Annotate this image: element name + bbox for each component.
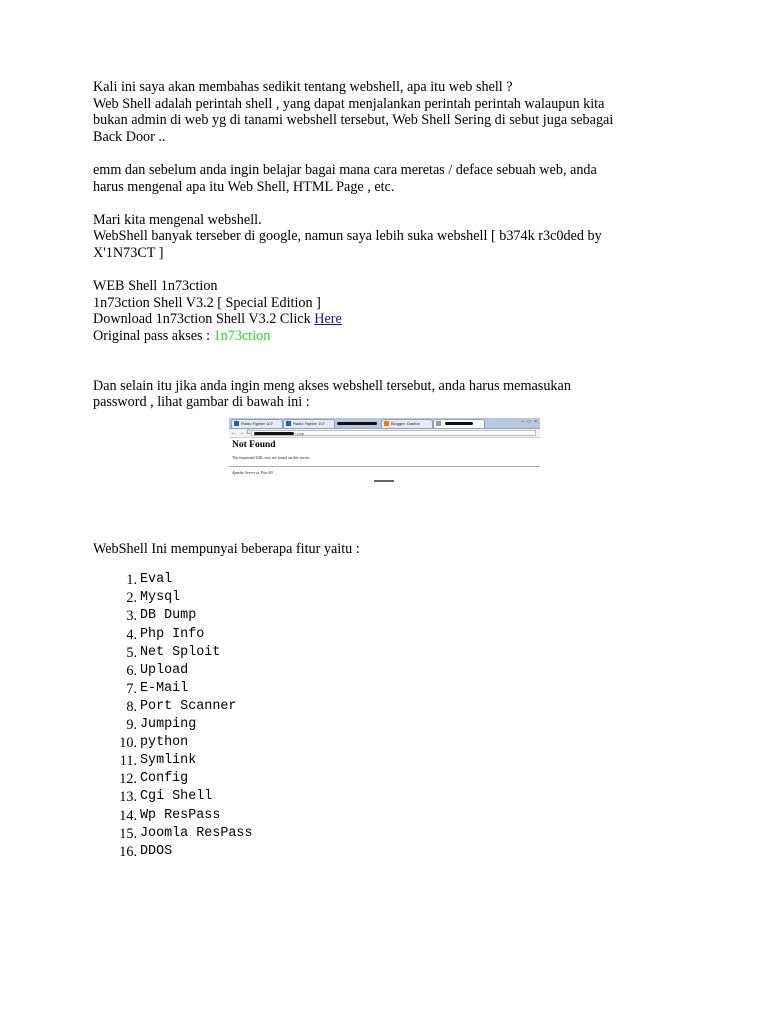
browser-screenshot	[229, 418, 540, 488]
download-text: Download 1n73ction Shell V3.2 Click	[93, 311, 315, 328]
feature-number: 6.	[126, 662, 137, 679]
feature-item	[93, 571, 693, 589]
feature-item	[93, 788, 693, 806]
feature-label: DB Dump	[140, 608, 197, 624]
status-text	[374, 480, 394, 482]
password-label: Original pass akses :	[93, 327, 214, 344]
feature-number: 12.	[119, 771, 137, 788]
feature-item	[93, 662, 693, 680]
browser-tab-bar	[229, 418, 540, 429]
page-icon	[436, 421, 441, 426]
feature-item	[93, 680, 693, 698]
feature-label: Wp ResPass	[140, 807, 221, 823]
feature-item	[93, 607, 693, 625]
not-found-message: The requested URL was not found on this server.	[232, 454, 311, 460]
feature-number: 2.	[126, 590, 137, 607]
feature-item	[93, 843, 693, 861]
intro-line: harus mengenal apa itu Web Shell, HTML Page , etc.	[93, 178, 395, 195]
redaction-scribble	[445, 422, 473, 425]
divider	[229, 466, 540, 467]
intro-line: WebShell banyak terseber di google, namun saya lebih suka webshell [ b374k r3c0ded by	[93, 228, 602, 245]
download-link[interactable]: Here	[314, 311, 342, 328]
feature-item	[93, 734, 693, 752]
not-found-title: Not Found	[232, 439, 276, 450]
feature-label: E-Mail	[140, 680, 189, 696]
password-value: 1n73ction	[213, 327, 271, 344]
feature-label: Cgi Shell	[140, 789, 213, 805]
window-controls: – □ ×	[521, 418, 538, 425]
feature-item	[93, 644, 693, 662]
browser-tab: Radio Fighter 107	[231, 419, 283, 428]
feature-number: 7.	[126, 680, 137, 697]
feature-item	[93, 770, 693, 788]
browser-address-bar	[229, 429, 540, 438]
feature-label: Upload	[140, 662, 189, 678]
feature-number: 5.	[126, 644, 137, 661]
intro-line: Back Door ..	[93, 128, 166, 145]
feature-number: 1.	[126, 572, 137, 589]
feature-label: Net Sploit	[140, 644, 221, 660]
intro-line: Kali ini saya akan membahas sedikit tentang webshell, apa itu web shell ?	[93, 79, 513, 95]
feature-item	[93, 589, 693, 607]
intro-line: Mari kita mengenal webshell.	[93, 211, 262, 228]
feature-number: 4.	[126, 626, 137, 643]
features-heading: WebShell Ini mempunyai beberapa fitur yaitu :	[93, 540, 360, 557]
redaction-scribble	[254, 432, 294, 435]
browser-tab: Blogger: Dasbor	[381, 419, 433, 428]
url-box: /.php	[251, 430, 536, 436]
access-line: Dan selain itu jika anda ingin meng akses webshell tersebut, anda harus memasukan	[93, 377, 571, 394]
feature-number: 9.	[126, 717, 137, 734]
shell-name: WEB Shell 1n73ction	[93, 278, 218, 295]
password-line	[93, 328, 693, 345]
intro-line: emm dan sebelum anda ingin belajar bagai mana cara meretas / deface sebuah web, anda	[93, 161, 597, 178]
feature-label: Config	[140, 771, 189, 787]
facebook-icon	[286, 421, 291, 426]
feature-number: 14.	[119, 807, 137, 824]
facebook-icon	[234, 421, 239, 426]
feature-label: Mysql	[140, 590, 181, 606]
feature-item	[93, 698, 693, 716]
feature-item	[93, 626, 693, 644]
feature-label: Eval	[140, 572, 173, 588]
feature-number: 3.	[126, 608, 137, 625]
feature-label: DDOS	[140, 843, 173, 859]
feature-item	[93, 807, 693, 825]
feature-number: 15.	[119, 825, 137, 842]
intro-line: Web Shell adalah perintah shell , yang dapat menjalankan perintah perintah walaupun kita	[93, 95, 605, 112]
shell-edition: 1n73ction Shell V3.2 [ Special Edition ]	[93, 294, 321, 311]
browser-tab: Radio Fighter 107	[283, 419, 335, 428]
feature-label: Symlink	[140, 753, 197, 769]
blogger-icon	[384, 421, 389, 426]
feature-label: Php Info	[140, 626, 205, 642]
feature-item	[93, 716, 693, 734]
server-signature: Apache Server at Port 80	[232, 469, 273, 475]
nav-arrows-icon: ← → C	[231, 429, 251, 436]
feature-label: Jumping	[140, 717, 197, 733]
download-line	[93, 311, 693, 328]
feature-number: 8.	[126, 698, 137, 715]
redaction-scribble	[337, 422, 377, 425]
feature-label: Joomla ResPass	[140, 825, 253, 841]
access-line: password , lihat gambar di bawah ini :	[93, 394, 310, 411]
intro-line: bukan admin di web yg di tanami webshell tersebut, Web Shell Sering di sebut juga sebagai	[93, 112, 614, 129]
feature-label: python	[140, 735, 189, 751]
intro-line: X'1N73CT ]	[93, 244, 164, 261]
feature-label: Port Scanner	[140, 698, 237, 714]
feature-item	[93, 825, 693, 843]
feature-item	[93, 752, 693, 770]
feature-number: 16.	[119, 843, 137, 860]
document-page	[93, 79, 693, 861]
feature-number: 10.	[119, 735, 137, 752]
feature-list	[93, 571, 693, 861]
feature-number: 11.	[119, 753, 137, 770]
feature-number: 13.	[119, 789, 137, 806]
